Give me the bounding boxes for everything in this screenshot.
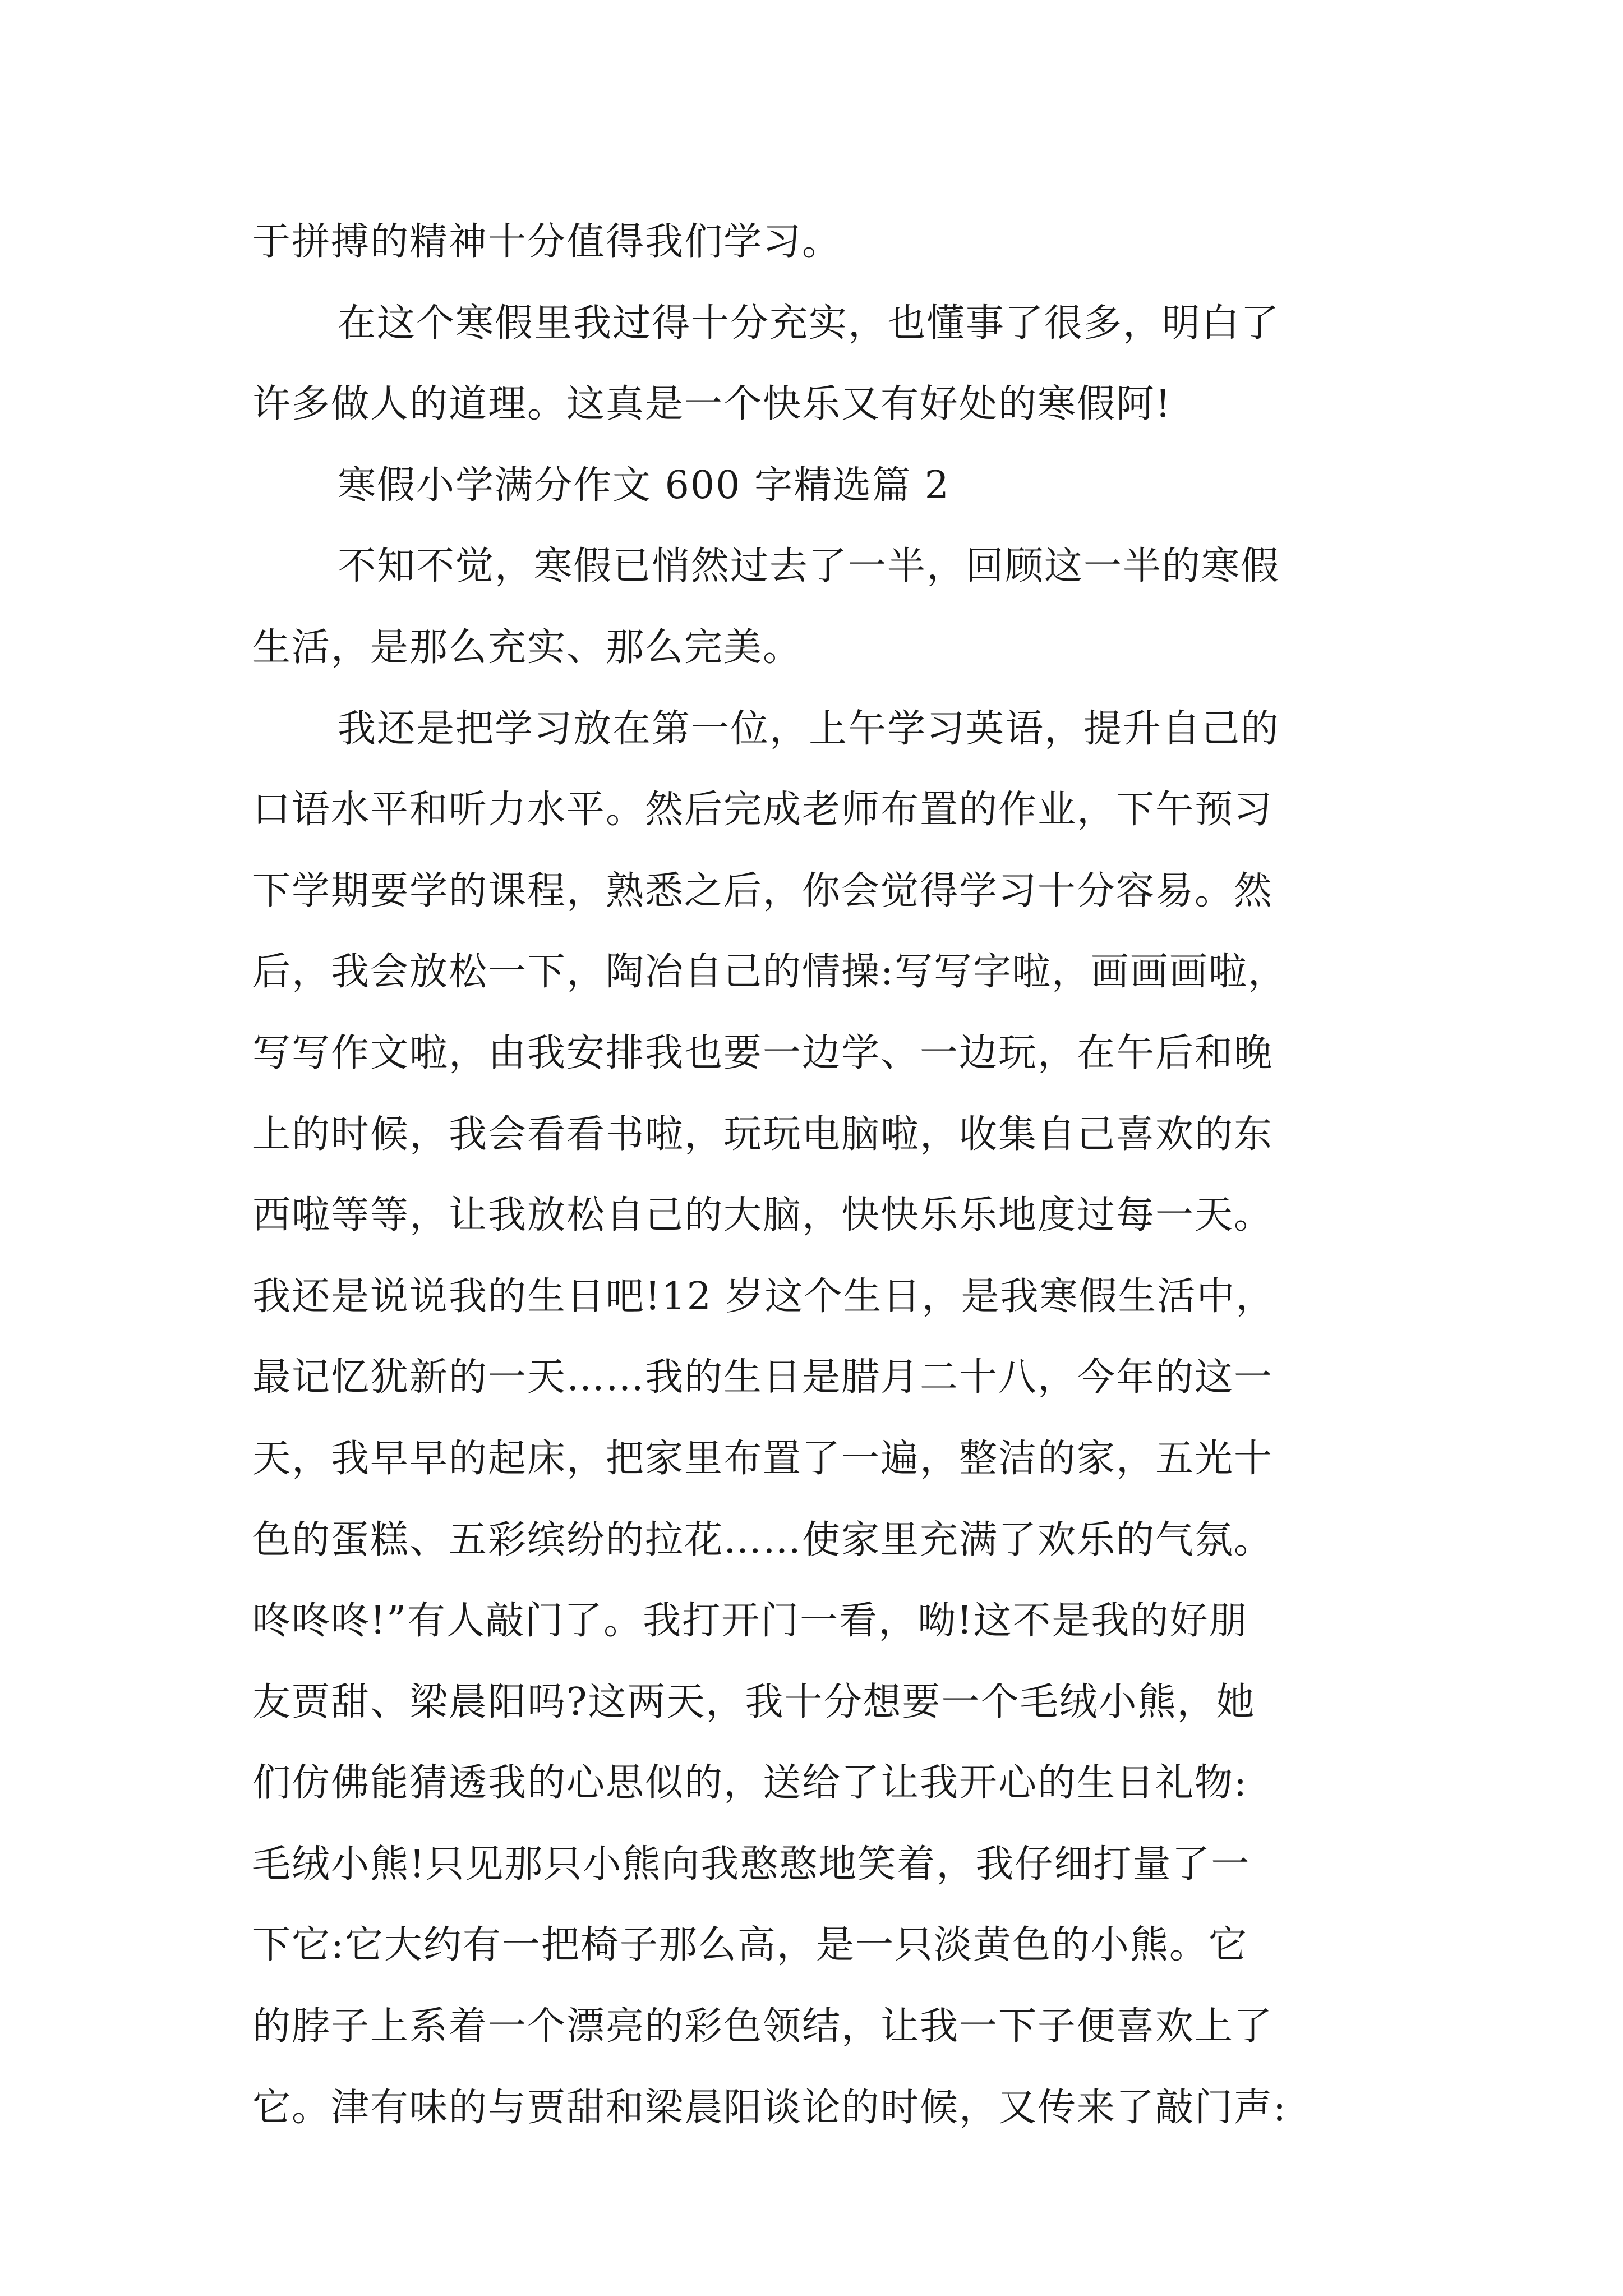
text-line: 生活，是那么充实、那么完美。 (252, 625, 803, 670)
text-line: 下学期要学的课程，熟悉之后，你会觉得学习十分容易。然 (252, 868, 1274, 913)
text-line: 写写作文啦，由我安排我也要一边学、一边玩，在午后和晚 (252, 1030, 1274, 1075)
text-line: 于拼搏的精神十分值得我们学习。 (252, 220, 842, 264)
text-line: 我还是说说我的生日吧!12 岁这个生日，是我寒假生活中， (252, 1274, 1275, 1319)
text-line: 天，我早早的起床，把家里布置了一遍，整洁的家，五光十 (252, 1436, 1274, 1481)
section-heading: 寒假小学满分作文 600 字精选篇 2 (338, 463, 950, 508)
text-line: 后，我会放松一下，陶冶自己的情操:写写字啦，画画画啦， (252, 950, 1287, 995)
text-line: 它。津有味的与贾甜和梁晨阳谈论的时候，又传来了敲门声: (252, 2085, 1287, 2130)
text-line: 咚咚咚!”有人敲门了。我打开门一看，呦!这不是我的好朋 (252, 1599, 1248, 1644)
text-line: 在这个寒假里我过得十分充实，也懂事了很多，明白了 (338, 301, 1280, 346)
text-line: 上的时候，我会看看书啦，玩玩电脑啦，收集自己喜欢的东 (252, 1112, 1274, 1157)
text-line: 西啦等等，让我放松自己的大脑，快快乐乐地度过每一天。 (252, 1193, 1274, 1238)
text-line: 口语水平和听力水平。然后完成老师布置的作业，下午预习 (252, 788, 1274, 832)
text-line: 友贾甜、梁晨阳吗?这两天，我十分想要一个毛绒小熊，她 (252, 1680, 1256, 1724)
text-line: 色的蛋糕、五彩缤纷的拉花……使家里充满了欢乐的气氛。 (252, 1517, 1274, 1562)
text-line: 毛绒小熊!只见那只小熊向我憨憨地笑着，我仔细打量了一 (252, 1842, 1251, 1887)
text-line: 许多做人的道理。这真是一个快乐又有好处的寒假阿! (252, 382, 1172, 427)
text-line: 们仿佛能猜透我的心思似的，送给了让我开心的生日礼物: (252, 1761, 1248, 1806)
text-line: 我还是把学习放在第一位，上午学习英语，提升自己的 (338, 706, 1280, 751)
text-line: 不知不觉，寒假已悄然过去了一半，回顾这一半的寒假 (338, 544, 1280, 589)
text-line: 下它:它大约有一把椅子那么高，是一只淡黄色的小熊。它 (252, 1923, 1248, 1968)
text-line: 最记忆犹新的一天……我的生日是腊月二十八，今年的这一 (252, 1355, 1274, 1400)
body-text (252, 202, 1391, 2148)
text-line: 的脖子上系着一个漂亮的彩色领结，让我一下子便喜欢上了 (252, 2004, 1274, 2049)
